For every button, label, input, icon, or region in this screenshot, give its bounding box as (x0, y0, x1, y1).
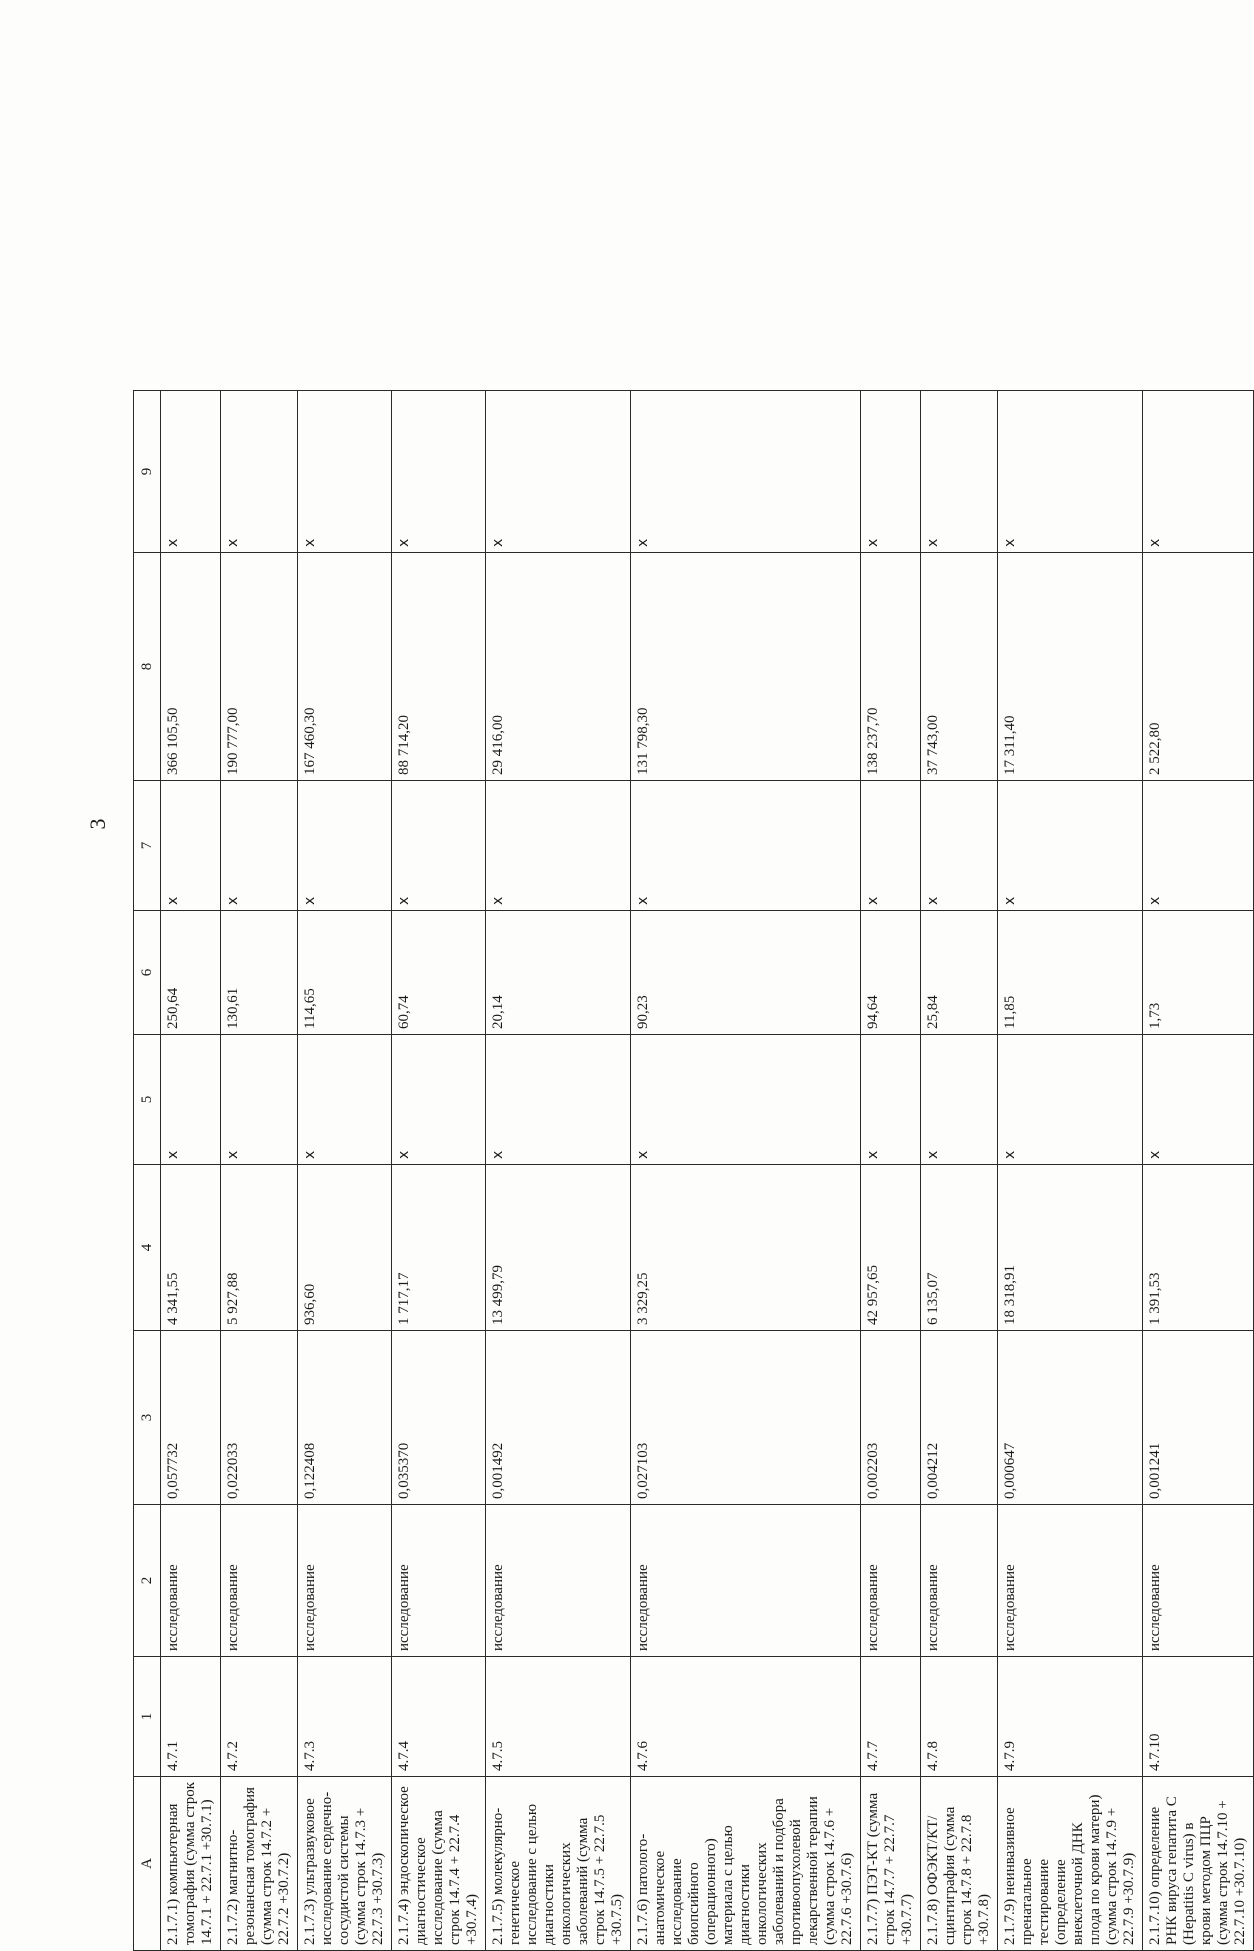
row-number: 4.7.7 (861, 1657, 921, 1777)
value-cell-col6: 11,85 (998, 911, 1143, 1035)
x-mark-cell: х (998, 781, 1143, 911)
x-mark-cell: х (298, 1035, 392, 1165)
x-mark-cell: х (486, 1035, 631, 1165)
unit-cell: исследование (631, 1505, 861, 1657)
value-cell-col8: 167 460,30 (298, 553, 392, 781)
x-mark-cell: х (486, 391, 631, 553)
value-cell-col6: 20,14 (486, 911, 631, 1035)
x-mark-cell: х (998, 391, 1143, 553)
unit-cell: исследование (221, 1505, 298, 1657)
table-row (861, 391, 921, 1951)
data-table (133, 390, 1254, 1951)
x-mark-cell: х (921, 781, 998, 911)
value-cell-col8: 138 237,70 (861, 553, 921, 781)
table-row (998, 391, 1143, 1951)
table-row (921, 391, 998, 1951)
header-cell: 3 (134, 1331, 161, 1505)
x-mark-cell: х (861, 391, 921, 553)
x-mark-cell: х (486, 781, 631, 911)
row-label: 2.1.7.1) компьютерная томография (сумма строк 14.7.1 + 22.7.1 +30.7.1) (161, 1777, 221, 1951)
unit-cell: исследование (861, 1505, 921, 1657)
value-cell-col3: 0,002203 (861, 1331, 921, 1505)
header-cell: 6 (134, 911, 161, 1035)
x-mark-cell: х (861, 1035, 921, 1165)
unit-cell: исследование (298, 1505, 392, 1657)
row-label: 2.1.7.2) магнитно-резонансная томография (сумма строк 14.7.2 + 22.7.2 +30.7.2) (221, 1777, 298, 1951)
x-mark-cell: х (631, 781, 861, 911)
value-cell-col6: 130,61 (221, 911, 298, 1035)
header-cell: 8 (134, 553, 161, 781)
unit-cell: исследование (161, 1505, 221, 1657)
x-mark-cell: х (921, 391, 998, 553)
table-row (298, 391, 392, 1951)
value-cell-col4: 1 391,53 (1143, 1165, 1254, 1331)
row-label: 2.1.7.9) неинвазивное пренатальное тестирование (определение внеклеточной ДНК плода по крови матери) (сумма строк 14.7.9 + 22.7.9 +30.7.9) (998, 1777, 1143, 1951)
x-mark-cell: х (861, 781, 921, 911)
x-mark-cell: х (161, 391, 221, 553)
value-cell-col4: 936,60 (298, 1165, 392, 1331)
value-cell-col6: 1,73 (1143, 911, 1254, 1035)
row-number: 4.7.9 (998, 1657, 1143, 1777)
unit-cell: исследование (1143, 1505, 1254, 1657)
value-cell-col3: 0,027103 (631, 1331, 861, 1505)
rotated-table-container (133, 391, 1248, 1951)
value-cell-col3: 0,001241 (1143, 1331, 1254, 1505)
header-cell: А (134, 1777, 161, 1951)
page-number: 3 (85, 818, 110, 830)
row-number: 4.7.1 (161, 1657, 221, 1777)
x-mark-cell: х (1143, 391, 1254, 553)
header-cell: 1 (134, 1657, 161, 1777)
x-mark-cell: х (221, 1035, 298, 1165)
table-row (486, 391, 631, 1951)
header-row (134, 391, 161, 1951)
header-cell: 4 (134, 1165, 161, 1331)
value-cell-col6: 94,64 (861, 911, 921, 1035)
x-mark-cell: х (298, 391, 392, 553)
row-number: 4.7.6 (631, 1657, 861, 1777)
value-cell-col4: 1 717,17 (392, 1165, 486, 1331)
value-cell-col8: 190 777,00 (221, 553, 298, 781)
value-cell-col3: 0,000647 (998, 1331, 1143, 1505)
value-cell-col8: 37 743,00 (921, 553, 998, 781)
table-row (221, 391, 298, 1951)
value-cell-col6: 114,65 (298, 911, 392, 1035)
value-cell-col4: 4 341,55 (161, 1165, 221, 1331)
value-cell-col3: 0,004212 (921, 1331, 998, 1505)
value-cell-col6: 60,74 (392, 911, 486, 1035)
x-mark-cell: х (221, 391, 298, 553)
value-cell-col8: 88 714,20 (392, 553, 486, 781)
value-cell-col8: 131 798,30 (631, 553, 861, 781)
x-mark-cell: х (392, 781, 486, 911)
unit-cell: исследование (392, 1505, 486, 1657)
table-row (1143, 391, 1254, 1951)
row-label: 2.1.7.7) ПЭТ-КТ (сумма строк 14.7.7 + 22.7.7 +30.7.7) (861, 1777, 921, 1951)
value-cell-col8: 366 105,50 (161, 553, 221, 781)
x-mark-cell: х (998, 1035, 1143, 1165)
row-label: 2.1.7.3) ультразвуковое исследование сердечно-сосудистой системы (сумма строк 14.7.3 + 22.7.3 +30.7.3) (298, 1777, 392, 1951)
x-mark-cell: х (392, 391, 486, 553)
unit-cell: исследование (921, 1505, 998, 1657)
row-number: 4.7.10 (1143, 1657, 1254, 1777)
unit-cell: исследование (998, 1505, 1143, 1657)
table-row (161, 391, 221, 1951)
x-mark-cell: х (921, 1035, 998, 1165)
value-cell-col4: 5 927,88 (221, 1165, 298, 1331)
value-cell-col4: 42 957,65 (861, 1165, 921, 1331)
row-number: 4.7.8 (921, 1657, 998, 1777)
x-mark-cell: х (221, 781, 298, 911)
header-cell: 9 (134, 391, 161, 553)
value-cell-col3: 0,035370 (392, 1331, 486, 1505)
row-label: 2.1.7.5) молекулярно-генетическое исследование с целью диагностики онкологических заболеваний (сумма строк 14.7.5 + 22.7.5 +30.7.5) (486, 1777, 631, 1951)
value-cell-col4: 3 329,25 (631, 1165, 861, 1331)
row-number: 4.7.3 (298, 1657, 392, 1777)
value-cell-col4: 18 318,91 (998, 1165, 1143, 1331)
row-label: 2.1.7.10) определение РНК вируса гепатита С (Hepatitis С virus) в крови методом ПЦР (сумма строк 14.7.10 + 22.7.10 +30.7.10) (1143, 1777, 1254, 1951)
row-number: 4.7.4 (392, 1657, 486, 1777)
row-label: 2.1.7.8) ОФЭКТ/КТ/сцинтиграфия (сумма строк 14.7.8 + 22.7.8 +30.7.8) (921, 1777, 998, 1951)
value-cell-col8: 29 416,00 (486, 553, 631, 781)
row-number: 4.7.2 (221, 1657, 298, 1777)
x-mark-cell: х (298, 781, 392, 911)
value-cell-col3: 0,001492 (486, 1331, 631, 1505)
value-cell-col3: 0,022033 (221, 1331, 298, 1505)
header-cell: 2 (134, 1505, 161, 1657)
unit-cell: исследование (486, 1505, 631, 1657)
value-cell-col8: 17 311,40 (998, 553, 1143, 781)
value-cell-col3: 0,057732 (161, 1331, 221, 1505)
x-mark-cell: х (161, 1035, 221, 1165)
x-mark-cell: х (1143, 1035, 1254, 1165)
value-cell-col4: 6 135,07 (921, 1165, 998, 1331)
table-row (392, 391, 486, 1951)
x-mark-cell: х (1143, 781, 1254, 911)
row-label: 2.1.7.4) эндоскопическое диагностическое исследование (сумма строк 14.7.4 + 22.7.4 +30.7.4) (392, 1777, 486, 1951)
table-row (631, 391, 861, 1951)
x-mark-cell: х (392, 1035, 486, 1165)
x-mark-cell: х (161, 781, 221, 911)
value-cell-col6: 25,84 (921, 911, 998, 1035)
row-label: 2.1.7.6) патолого-анатомическое исследование биопсийного (операционного) материала с целью диагностики онкологических заболеваний и подбора противоопухолевой лекарственной терапии (сумма строк 14.7.6 + 22.7.6 +30.7.6) (631, 1777, 861, 1951)
x-mark-cell: х (631, 1035, 861, 1165)
value-cell-col6: 250,64 (161, 911, 221, 1035)
value-cell-col4: 13 499,79 (486, 1165, 631, 1331)
x-mark-cell: х (631, 391, 861, 553)
header-cell: 7 (134, 781, 161, 911)
header-cell: 5 (134, 1035, 161, 1165)
value-cell-col6: 90,23 (631, 911, 861, 1035)
value-cell-col3: 0,122408 (298, 1331, 392, 1505)
value-cell-col8: 2 522,80 (1143, 553, 1254, 781)
row-number: 4.7.5 (486, 1657, 631, 1777)
